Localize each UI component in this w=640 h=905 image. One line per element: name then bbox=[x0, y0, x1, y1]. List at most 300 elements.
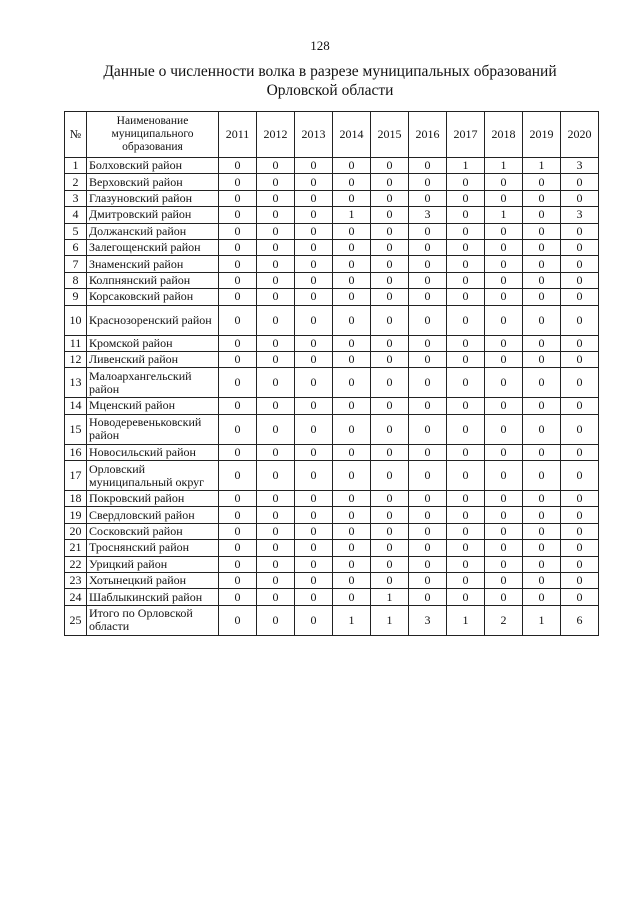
header-year-2017: 2017 bbox=[447, 112, 485, 158]
wolf-count-cell: 0 bbox=[219, 540, 257, 556]
wolf-count-cell: 0 bbox=[371, 368, 409, 398]
wolf-count-cell: 0 bbox=[523, 368, 561, 398]
wolf-count-cell: 2 bbox=[485, 605, 523, 635]
wolf-count-cell: 0 bbox=[219, 272, 257, 288]
table-row bbox=[65, 239, 599, 255]
table-row bbox=[65, 398, 599, 414]
wolf-count-cell: 0 bbox=[257, 305, 295, 335]
table-row bbox=[65, 444, 599, 460]
wolf-count-cell: 0 bbox=[257, 556, 295, 572]
wolf-count-cell: 0 bbox=[485, 368, 523, 398]
wolf-count-cell: 0 bbox=[333, 256, 371, 272]
wolf-count-cell: 0 bbox=[485, 556, 523, 572]
wolf-count-cell: 0 bbox=[295, 256, 333, 272]
municipality-name: Сосковский район bbox=[87, 523, 219, 539]
wolf-count-cell: 0 bbox=[257, 368, 295, 398]
wolf-count-cell: 0 bbox=[371, 223, 409, 239]
wolf-count-cell: 0 bbox=[371, 239, 409, 255]
wolf-count-cell: 0 bbox=[257, 272, 295, 288]
wolf-count-cell: 0 bbox=[219, 523, 257, 539]
wolf-count-cell: 0 bbox=[485, 256, 523, 272]
wolf-count-cell: 0 bbox=[219, 491, 257, 507]
wolf-count-cell: 0 bbox=[257, 605, 295, 635]
table-row bbox=[65, 368, 599, 398]
wolf-count-cell: 0 bbox=[219, 605, 257, 635]
wolf-count-cell: 1 bbox=[333, 605, 371, 635]
wolf-count-cell: 0 bbox=[219, 556, 257, 572]
header-year-2018: 2018 bbox=[485, 112, 523, 158]
wolf-count-cell: 0 bbox=[409, 289, 447, 305]
wolf-count-cell: 0 bbox=[447, 556, 485, 572]
wolf-count-cell: 0 bbox=[295, 174, 333, 190]
row-number: 21 bbox=[65, 540, 87, 556]
wolf-count-cell: 0 bbox=[485, 414, 523, 444]
table-header-row bbox=[65, 112, 599, 158]
wolf-count-cell: 0 bbox=[561, 256, 599, 272]
wolf-count-cell: 1 bbox=[371, 589, 409, 605]
wolf-count-cell: 0 bbox=[257, 491, 295, 507]
wolf-count-cell: 0 bbox=[523, 573, 561, 589]
wolf-count-cell: 0 bbox=[333, 174, 371, 190]
wolf-count-cell: 3 bbox=[561, 158, 599, 174]
municipality-name: Малоархангельский район bbox=[87, 368, 219, 398]
row-number: 9 bbox=[65, 289, 87, 305]
wolf-count-cell: 0 bbox=[219, 351, 257, 367]
header-year-2020: 2020 bbox=[561, 112, 599, 158]
table-row bbox=[65, 461, 599, 491]
municipality-name: Глазуновский район bbox=[87, 190, 219, 206]
wolf-count-cell: 0 bbox=[333, 305, 371, 335]
wolf-count-cell: 0 bbox=[561, 444, 599, 460]
header-year-2013: 2013 bbox=[295, 112, 333, 158]
wolf-count-cell: 0 bbox=[295, 414, 333, 444]
wolf-count-cell: 0 bbox=[295, 305, 333, 335]
table-row bbox=[65, 351, 599, 367]
wolf-count-cell: 0 bbox=[561, 351, 599, 367]
wolf-count-cell: 0 bbox=[295, 335, 333, 351]
wolf-count-cell: 0 bbox=[523, 461, 561, 491]
municipality-name: Новодеревеньковский район bbox=[87, 414, 219, 444]
wolf-count-cell: 0 bbox=[447, 190, 485, 206]
wolf-count-cell: 0 bbox=[371, 272, 409, 288]
wolf-count-cell: 0 bbox=[561, 305, 599, 335]
wolf-count-cell: 0 bbox=[295, 158, 333, 174]
municipality-name: Залегощенский район bbox=[87, 239, 219, 255]
row-number: 4 bbox=[65, 207, 87, 223]
wolf-count-cell: 0 bbox=[371, 523, 409, 539]
wolf-count-cell: 0 bbox=[295, 351, 333, 367]
wolf-count-cell: 0 bbox=[523, 256, 561, 272]
wolf-count-cell: 0 bbox=[523, 223, 561, 239]
wolf-count-cell: 0 bbox=[333, 272, 371, 288]
wolf-count-cell: 0 bbox=[409, 444, 447, 460]
wolf-count-cell: 0 bbox=[561, 398, 599, 414]
wolf-count-cell: 0 bbox=[219, 223, 257, 239]
wolf-count-cell: 0 bbox=[333, 289, 371, 305]
wolf-count-cell: 0 bbox=[257, 207, 295, 223]
wolf-count-cell: 3 bbox=[409, 207, 447, 223]
wolf-count-cell: 0 bbox=[485, 223, 523, 239]
wolf-count-cell: 0 bbox=[333, 589, 371, 605]
table-body bbox=[65, 158, 599, 636]
wolf-count-cell: 0 bbox=[447, 174, 485, 190]
wolf-count-cell: 0 bbox=[447, 461, 485, 491]
municipality-name: Итого по Орловской области bbox=[87, 605, 219, 635]
wolf-count-cell: 0 bbox=[219, 589, 257, 605]
wolf-count-cell: 0 bbox=[219, 507, 257, 523]
wolf-count-cell: 1 bbox=[371, 605, 409, 635]
wolf-count-cell: 0 bbox=[561, 507, 599, 523]
municipality-name: Урицкий район bbox=[87, 556, 219, 572]
wolf-count-cell: 0 bbox=[219, 207, 257, 223]
wolf-count-cell: 0 bbox=[219, 335, 257, 351]
wolf-count-cell: 0 bbox=[485, 174, 523, 190]
header-year-2015: 2015 bbox=[371, 112, 409, 158]
municipality-name: Шаблыкинский район bbox=[87, 589, 219, 605]
wolf-count-cell: 0 bbox=[447, 589, 485, 605]
wolf-population-table bbox=[64, 111, 599, 636]
municipality-name: Знаменский район bbox=[87, 256, 219, 272]
wolf-count-cell: 3 bbox=[409, 605, 447, 635]
wolf-count-cell: 0 bbox=[257, 335, 295, 351]
table-row bbox=[65, 556, 599, 572]
municipality-name: Ливенский район bbox=[87, 351, 219, 367]
wolf-count-cell: 0 bbox=[371, 444, 409, 460]
wolf-count-cell: 0 bbox=[561, 335, 599, 351]
wolf-count-cell: 0 bbox=[447, 540, 485, 556]
wolf-count-cell: 0 bbox=[371, 256, 409, 272]
wolf-count-cell: 0 bbox=[523, 414, 561, 444]
wolf-count-cell: 0 bbox=[219, 158, 257, 174]
wolf-count-cell: 0 bbox=[409, 272, 447, 288]
wolf-count-cell: 0 bbox=[257, 461, 295, 491]
table-row bbox=[65, 174, 599, 190]
row-number: 7 bbox=[65, 256, 87, 272]
wolf-count-cell: 0 bbox=[219, 573, 257, 589]
wolf-count-cell: 0 bbox=[561, 190, 599, 206]
wolf-count-cell: 0 bbox=[561, 556, 599, 572]
wolf-count-cell: 0 bbox=[523, 444, 561, 460]
header-num: № bbox=[65, 112, 87, 158]
wolf-count-cell: 0 bbox=[523, 589, 561, 605]
wolf-count-cell: 0 bbox=[295, 605, 333, 635]
wolf-count-cell: 0 bbox=[409, 507, 447, 523]
wolf-count-cell: 0 bbox=[447, 351, 485, 367]
wolf-count-cell: 0 bbox=[447, 289, 485, 305]
municipality-name: Троснянский район bbox=[87, 540, 219, 556]
wolf-count-cell: 0 bbox=[257, 523, 295, 539]
wolf-count-cell: 0 bbox=[561, 272, 599, 288]
wolf-count-cell: 1 bbox=[523, 158, 561, 174]
row-number: 24 bbox=[65, 589, 87, 605]
wolf-count-cell: 1 bbox=[485, 207, 523, 223]
wolf-count-cell: 0 bbox=[561, 223, 599, 239]
wolf-count-cell: 0 bbox=[561, 414, 599, 444]
wolf-count-cell: 0 bbox=[219, 239, 257, 255]
wolf-count-cell: 0 bbox=[371, 158, 409, 174]
wolf-count-cell: 0 bbox=[409, 540, 447, 556]
wolf-count-cell: 0 bbox=[485, 589, 523, 605]
wolf-count-cell: 0 bbox=[523, 556, 561, 572]
wolf-count-cell: 0 bbox=[333, 523, 371, 539]
wolf-count-cell: 0 bbox=[257, 351, 295, 367]
row-number: 5 bbox=[65, 223, 87, 239]
table-row bbox=[65, 158, 599, 174]
table-row bbox=[65, 523, 599, 539]
wolf-count-cell: 0 bbox=[219, 368, 257, 398]
wolf-count-cell: 0 bbox=[485, 272, 523, 288]
wolf-count-cell: 0 bbox=[485, 523, 523, 539]
table-row bbox=[65, 573, 599, 589]
wolf-count-cell: 0 bbox=[409, 491, 447, 507]
wolf-count-cell: 0 bbox=[333, 444, 371, 460]
wolf-count-cell: 0 bbox=[333, 368, 371, 398]
wolf-count-cell: 0 bbox=[219, 414, 257, 444]
wolf-count-cell: 0 bbox=[333, 491, 371, 507]
row-number: 1 bbox=[65, 158, 87, 174]
row-number: 14 bbox=[65, 398, 87, 414]
table-row bbox=[65, 256, 599, 272]
wolf-count-cell: 0 bbox=[447, 305, 485, 335]
wolf-count-cell: 3 bbox=[561, 207, 599, 223]
wolf-count-cell: 0 bbox=[447, 573, 485, 589]
wolf-count-cell: 0 bbox=[447, 414, 485, 444]
wolf-count-cell: 0 bbox=[295, 223, 333, 239]
wolf-count-cell: 0 bbox=[409, 556, 447, 572]
wolf-count-cell: 0 bbox=[447, 239, 485, 255]
wolf-count-cell: 0 bbox=[333, 573, 371, 589]
wolf-count-cell: 0 bbox=[523, 398, 561, 414]
wolf-count-cell: 0 bbox=[257, 507, 295, 523]
wolf-count-cell: 0 bbox=[219, 398, 257, 414]
wolf-count-cell: 0 bbox=[333, 351, 371, 367]
wolf-count-cell: 0 bbox=[485, 540, 523, 556]
wolf-count-cell: 0 bbox=[409, 256, 447, 272]
wolf-count-cell: 0 bbox=[257, 289, 295, 305]
municipality-name: Мценский район bbox=[87, 398, 219, 414]
wolf-count-cell: 0 bbox=[447, 507, 485, 523]
wolf-count-cell: 0 bbox=[409, 414, 447, 444]
header-year-2016: 2016 bbox=[409, 112, 447, 158]
row-number: 15 bbox=[65, 414, 87, 444]
wolf-count-cell: 0 bbox=[485, 289, 523, 305]
row-number: 3 bbox=[65, 190, 87, 206]
row-number: 12 bbox=[65, 351, 87, 367]
table-row bbox=[65, 335, 599, 351]
wolf-count-cell: 0 bbox=[409, 461, 447, 491]
row-number: 11 bbox=[65, 335, 87, 351]
wolf-count-cell: 0 bbox=[561, 239, 599, 255]
wolf-count-cell: 0 bbox=[447, 491, 485, 507]
wolf-count-cell: 0 bbox=[219, 289, 257, 305]
wolf-count-cell: 0 bbox=[219, 174, 257, 190]
wolf-count-cell: 0 bbox=[295, 507, 333, 523]
wolf-count-cell: 0 bbox=[295, 444, 333, 460]
wolf-count-cell: 0 bbox=[219, 461, 257, 491]
wolf-count-cell: 0 bbox=[333, 540, 371, 556]
wolf-count-cell: 0 bbox=[257, 174, 295, 190]
wolf-count-cell: 0 bbox=[561, 523, 599, 539]
wolf-count-cell: 0 bbox=[447, 398, 485, 414]
wolf-count-cell: 0 bbox=[371, 351, 409, 367]
wolf-count-cell: 0 bbox=[333, 335, 371, 351]
table-row bbox=[65, 223, 599, 239]
municipality-name: Должанский район bbox=[87, 223, 219, 239]
header-name: Наименование муниципального образования bbox=[87, 112, 219, 158]
document-title bbox=[60, 62, 600, 100]
wolf-count-cell: 0 bbox=[371, 507, 409, 523]
wolf-count-cell: 0 bbox=[295, 289, 333, 305]
wolf-count-cell: 0 bbox=[409, 523, 447, 539]
wolf-count-cell: 0 bbox=[485, 491, 523, 507]
wolf-count-cell: 0 bbox=[409, 351, 447, 367]
wolf-count-cell: 0 bbox=[561, 540, 599, 556]
wolf-count-cell: 0 bbox=[523, 523, 561, 539]
wolf-count-cell: 0 bbox=[523, 207, 561, 223]
table-row bbox=[65, 289, 599, 305]
table-row bbox=[65, 305, 599, 335]
wolf-count-cell: 0 bbox=[485, 398, 523, 414]
wolf-count-cell: 0 bbox=[295, 398, 333, 414]
wolf-count-cell: 0 bbox=[295, 239, 333, 255]
header-year-2019: 2019 bbox=[523, 112, 561, 158]
wolf-count-cell: 0 bbox=[257, 589, 295, 605]
wolf-count-cell: 0 bbox=[333, 414, 371, 444]
wolf-count-cell: 0 bbox=[447, 444, 485, 460]
wolf-count-cell: 0 bbox=[485, 190, 523, 206]
wolf-count-cell: 0 bbox=[409, 174, 447, 190]
row-number: 10 bbox=[65, 305, 87, 335]
municipality-name: Новосильский район bbox=[87, 444, 219, 460]
wolf-count-cell: 0 bbox=[409, 223, 447, 239]
wolf-count-cell: 0 bbox=[219, 256, 257, 272]
page-number: 128 bbox=[310, 38, 330, 53]
table-row bbox=[65, 589, 599, 605]
table-row bbox=[65, 272, 599, 288]
wolf-count-cell: 0 bbox=[333, 223, 371, 239]
wolf-count-cell: 0 bbox=[295, 461, 333, 491]
wolf-count-cell: 0 bbox=[295, 368, 333, 398]
wolf-count-cell: 0 bbox=[447, 335, 485, 351]
wolf-count-cell: 0 bbox=[219, 444, 257, 460]
wolf-count-cell: 0 bbox=[523, 272, 561, 288]
wolf-count-cell: 0 bbox=[523, 507, 561, 523]
wolf-count-cell: 0 bbox=[523, 351, 561, 367]
table-row bbox=[65, 414, 599, 444]
municipality-name: Колпнянский район bbox=[87, 272, 219, 288]
wolf-count-cell: 0 bbox=[447, 523, 485, 539]
row-number: 16 bbox=[65, 444, 87, 460]
wolf-count-cell: 0 bbox=[371, 414, 409, 444]
wolf-count-cell: 0 bbox=[561, 589, 599, 605]
wolf-count-cell: 0 bbox=[561, 491, 599, 507]
header-year-2011: 2011 bbox=[219, 112, 257, 158]
wolf-count-cell: 0 bbox=[485, 444, 523, 460]
wolf-count-cell: 0 bbox=[485, 239, 523, 255]
wolf-count-cell: 1 bbox=[485, 158, 523, 174]
wolf-count-cell: 0 bbox=[447, 223, 485, 239]
row-number: 20 bbox=[65, 523, 87, 539]
wolf-count-cell: 0 bbox=[485, 305, 523, 335]
row-number: 2 bbox=[65, 174, 87, 190]
wolf-count-cell: 0 bbox=[409, 305, 447, 335]
wolf-count-cell: 0 bbox=[409, 398, 447, 414]
wolf-count-cell: 0 bbox=[333, 158, 371, 174]
wolf-count-cell: 0 bbox=[371, 398, 409, 414]
municipality-name: Верховский район bbox=[87, 174, 219, 190]
municipality-name: Краснозоренский район bbox=[87, 305, 219, 335]
wolf-count-cell: 0 bbox=[523, 289, 561, 305]
wolf-count-cell: 0 bbox=[371, 540, 409, 556]
wolf-count-cell: 0 bbox=[257, 239, 295, 255]
table-row bbox=[65, 207, 599, 223]
row-number: 18 bbox=[65, 491, 87, 507]
table-row bbox=[65, 491, 599, 507]
wolf-count-cell: 0 bbox=[447, 368, 485, 398]
wolf-count-cell: 0 bbox=[485, 351, 523, 367]
wolf-count-cell: 0 bbox=[371, 190, 409, 206]
wolf-count-cell: 0 bbox=[485, 507, 523, 523]
wolf-count-cell: 0 bbox=[523, 190, 561, 206]
document-title-line-2: Орловской области bbox=[266, 82, 394, 99]
row-number: 22 bbox=[65, 556, 87, 572]
wolf-count-cell: 0 bbox=[409, 573, 447, 589]
wolf-count-cell: 1 bbox=[447, 158, 485, 174]
table-row bbox=[65, 605, 599, 635]
wolf-count-cell: 0 bbox=[257, 573, 295, 589]
wolf-count-cell: 0 bbox=[561, 368, 599, 398]
municipality-name: Покровский район bbox=[87, 491, 219, 507]
wolf-count-cell: 0 bbox=[447, 272, 485, 288]
wolf-count-cell: 0 bbox=[295, 540, 333, 556]
wolf-count-cell: 0 bbox=[257, 444, 295, 460]
wolf-count-cell: 1 bbox=[447, 605, 485, 635]
table-row bbox=[65, 507, 599, 523]
wolf-count-cell: 0 bbox=[447, 256, 485, 272]
wolf-count-cell: 0 bbox=[295, 573, 333, 589]
wolf-count-cell: 0 bbox=[409, 589, 447, 605]
wolf-count-cell: 1 bbox=[333, 207, 371, 223]
row-number: 8 bbox=[65, 272, 87, 288]
wolf-count-cell: 0 bbox=[371, 461, 409, 491]
wolf-count-cell: 0 bbox=[219, 305, 257, 335]
wolf-count-cell: 0 bbox=[409, 335, 447, 351]
wolf-count-cell: 0 bbox=[257, 256, 295, 272]
wolf-count-cell: 0 bbox=[295, 491, 333, 507]
wolf-count-cell: 0 bbox=[447, 207, 485, 223]
wolf-count-cell: 0 bbox=[295, 556, 333, 572]
wolf-count-cell: 0 bbox=[257, 398, 295, 414]
municipality-name: Орловский муниципальный округ bbox=[87, 461, 219, 491]
row-number: 17 bbox=[65, 461, 87, 491]
wolf-count-cell: 0 bbox=[561, 461, 599, 491]
wolf-count-cell: 0 bbox=[371, 556, 409, 572]
wolf-count-cell: 0 bbox=[371, 305, 409, 335]
wolf-count-cell: 0 bbox=[409, 158, 447, 174]
wolf-count-cell: 0 bbox=[523, 491, 561, 507]
row-number: 23 bbox=[65, 573, 87, 589]
wolf-count-cell: 0 bbox=[333, 398, 371, 414]
wolf-count-cell: 0 bbox=[371, 207, 409, 223]
wolf-count-cell: 0 bbox=[295, 523, 333, 539]
wolf-count-cell: 0 bbox=[333, 507, 371, 523]
wolf-count-cell: 1 bbox=[523, 605, 561, 635]
wolf-count-cell: 0 bbox=[257, 158, 295, 174]
wolf-count-cell: 0 bbox=[523, 174, 561, 190]
row-number: 19 bbox=[65, 507, 87, 523]
table-row bbox=[65, 190, 599, 206]
wolf-count-cell: 6 bbox=[561, 605, 599, 635]
